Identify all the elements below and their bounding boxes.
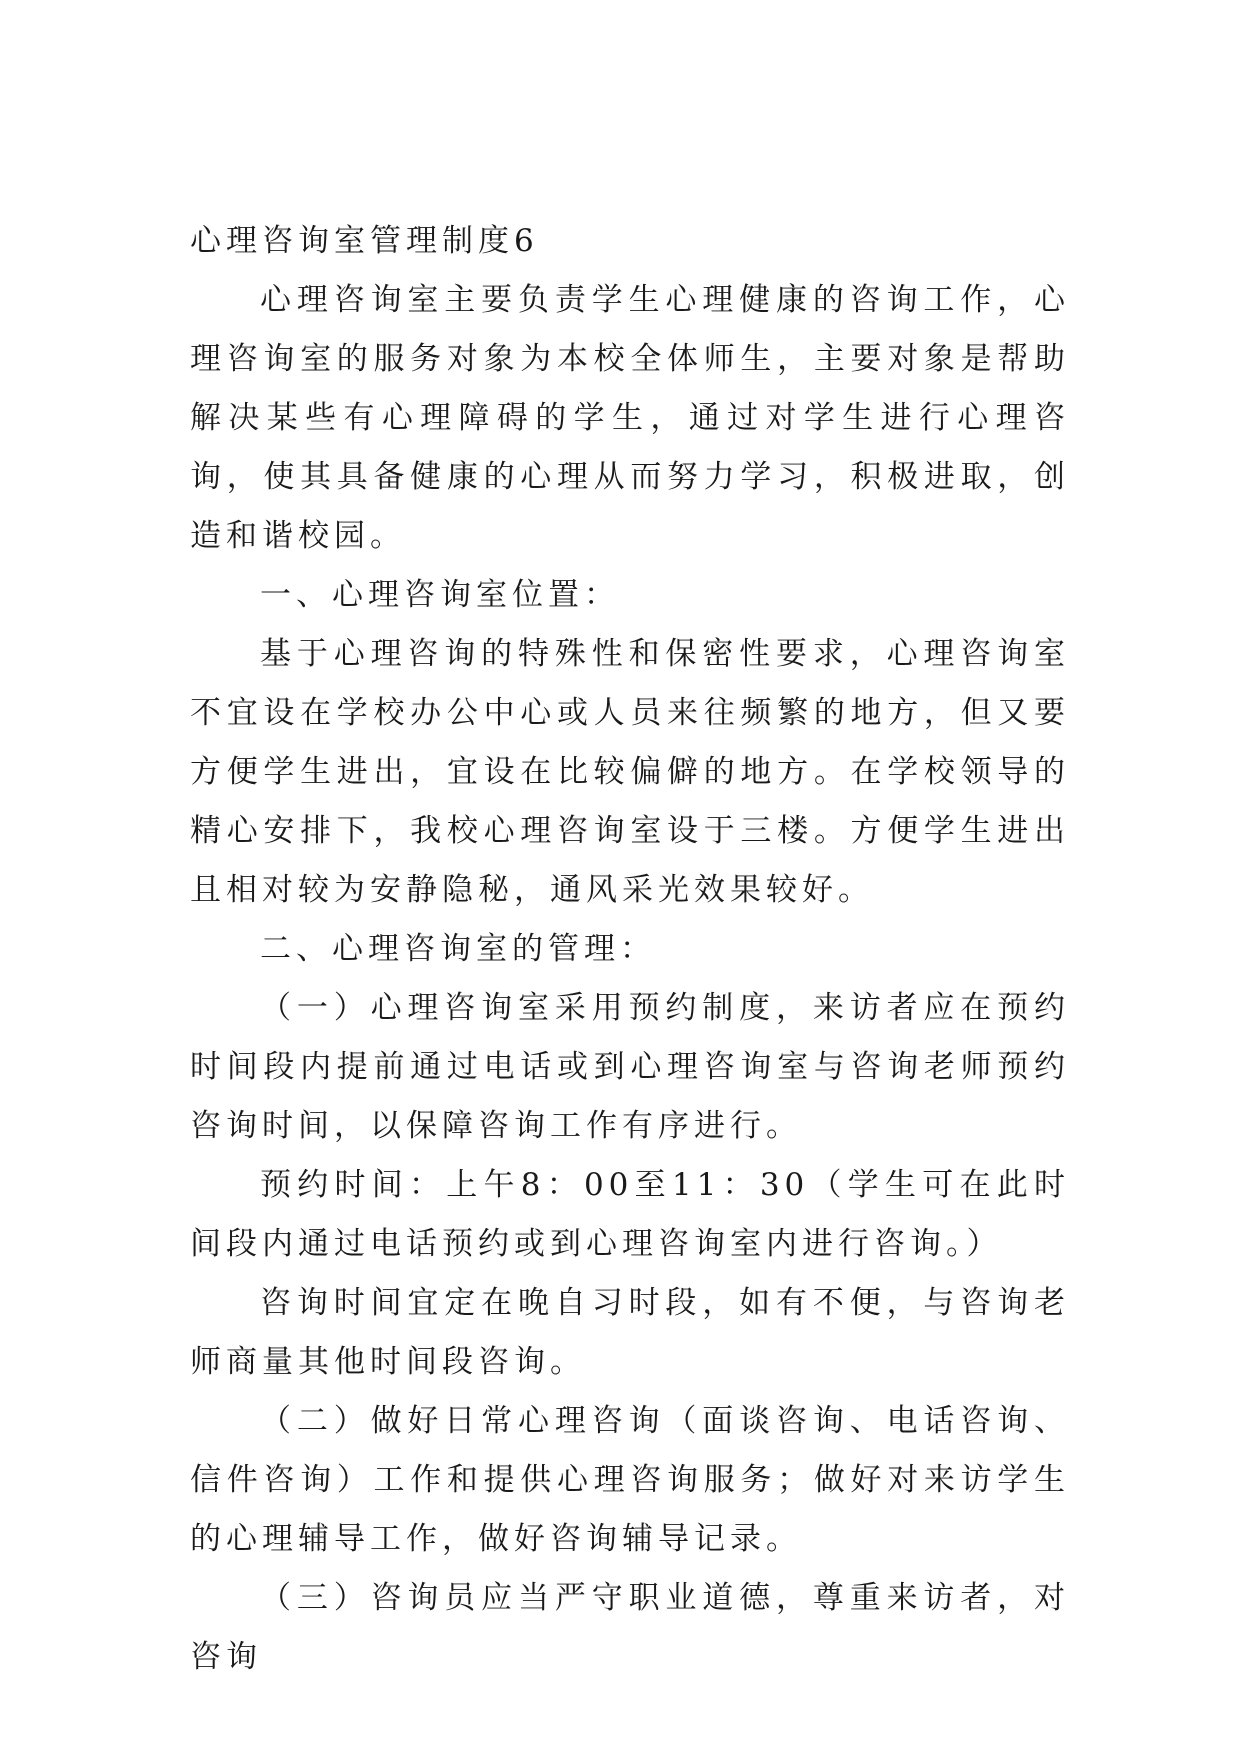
paragraph-item-1: （一）心理咨询室采用预约制度，来访者应在预约时间段内提前通过电话或到心理咨询室与咨询老师预约咨询时间，以保障咨询工作有序进行。 bbox=[190, 990, 1070, 1144]
section-heading-management: 二、心理咨询室的管理： bbox=[260, 931, 656, 967]
document-body bbox=[190, 212, 1070, 1687]
paragraph-location: 基于心理咨询的特殊性和保密性要求，心理咨询室不宜设在学校办公中心或人员来往频繁的地方，但又要方便学生进出，宜设在比较偏僻的地方。在学校领导的精心安排下，我校心理咨询室设于三楼。方便学生进出且相对较为安静隐秘，通风采光效果较好。 bbox=[190, 636, 1070, 908]
paragraph-item-3: （三）咨询员应当严守职业道德，尊重来访者，对咨询 bbox=[190, 1580, 1070, 1675]
paragraph-intro: 心理咨询室主要负责学生心理健康的咨询工作，心理咨询室的服务对象为本校全体师生，主要对象是帮助解决某些有心理障碍的学生，通过对学生进行心理咨询，使其具备健康的心理从而努力学习，积极进取，创造和谐校园。 bbox=[190, 282, 1070, 554]
document-title: 心理咨询室管理制度6 bbox=[190, 223, 539, 259]
paragraph-appointment-time: 预约时间：上午8：00至11：30（学生可在此时间段内通过电话预约或到心理咨询室内进行咨询。） bbox=[190, 1167, 1070, 1262]
section-heading-location: 一、心理咨询室位置： bbox=[260, 577, 620, 613]
paragraph-consult-time: 咨询时间宜定在晚自习时段，如有不便，与咨询老师商量其他时间段咨询。 bbox=[190, 1285, 1070, 1380]
paragraph-item-2: （二）做好日常心理咨询（面谈咨询、电话咨询、信件咨询）工作和提供心理咨询服务；做好对来访学生的心理辅导工作，做好咨询辅导记录。 bbox=[190, 1403, 1070, 1557]
